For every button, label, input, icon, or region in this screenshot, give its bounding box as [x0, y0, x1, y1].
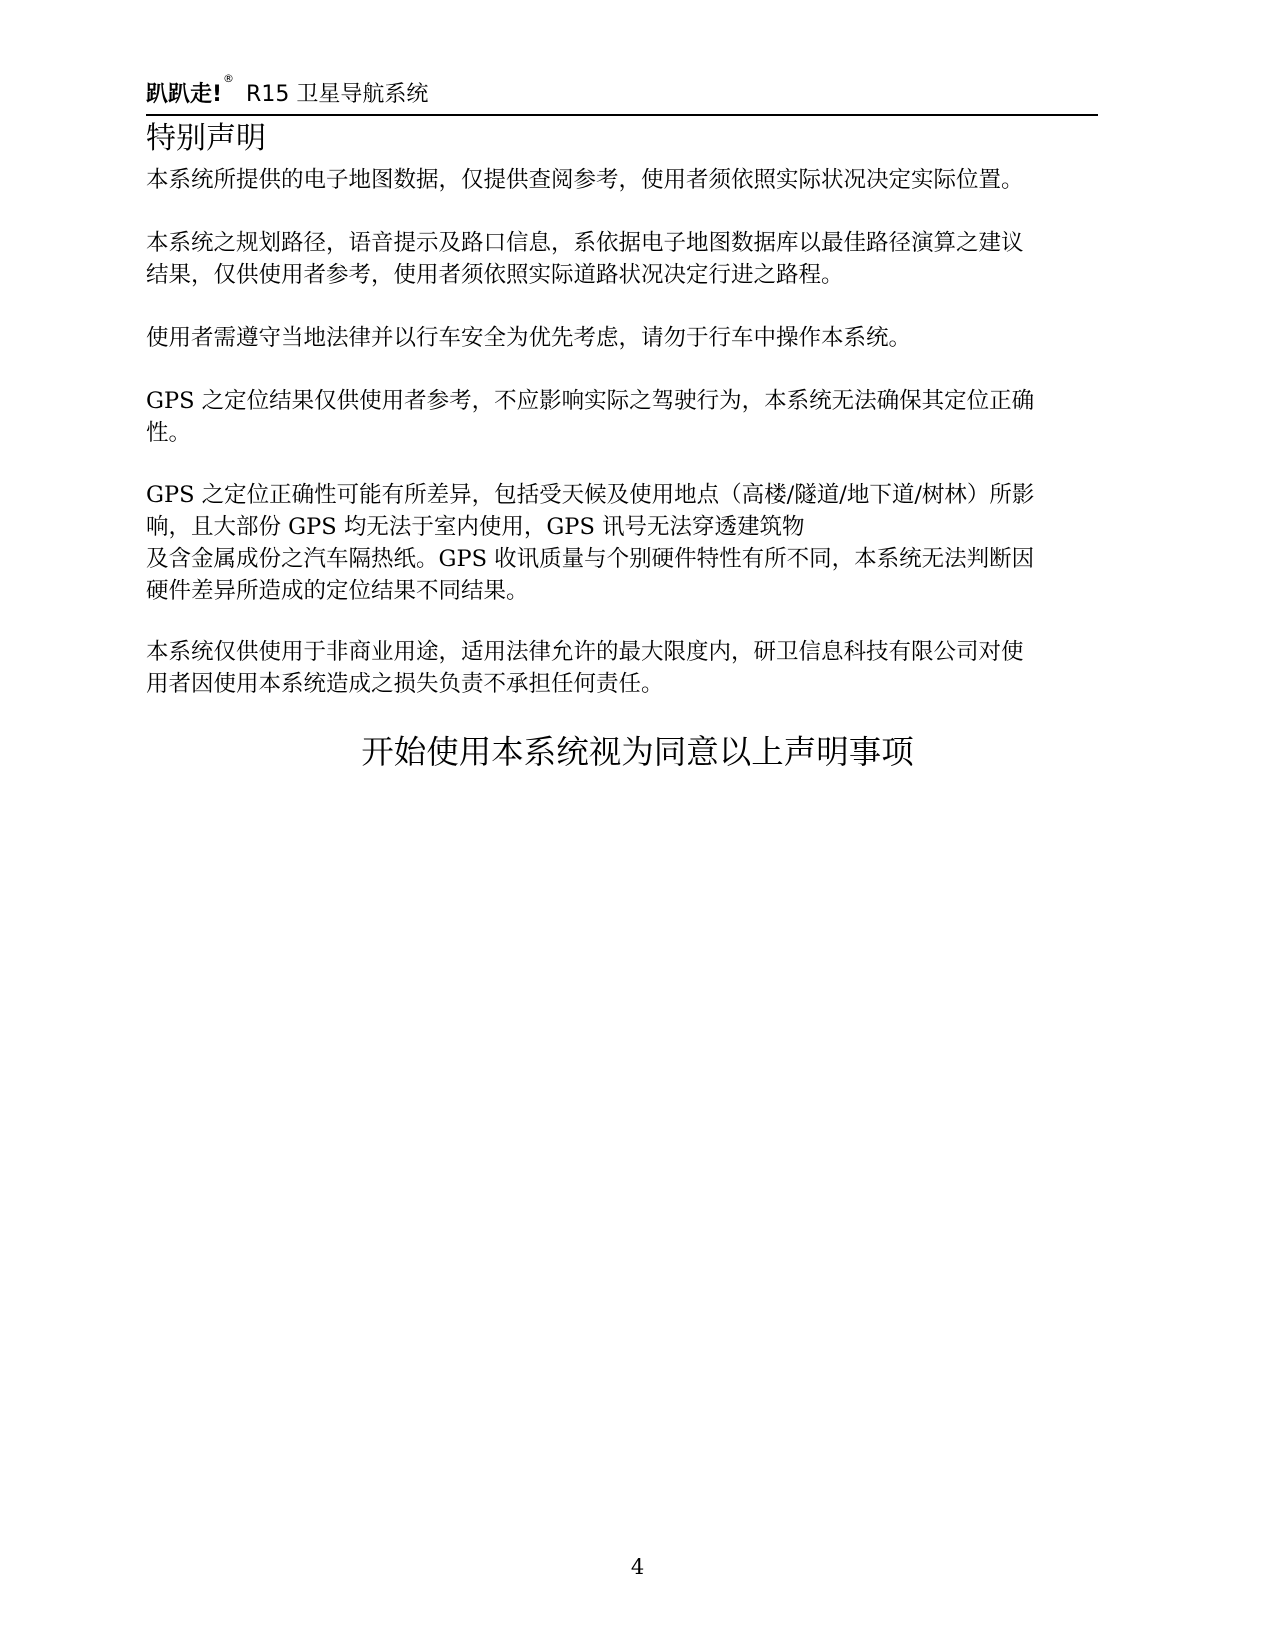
paragraph-line: 用者因使用本系统造成之损失负责不承担任何责任。 — [146, 671, 664, 697]
page-number: 4 — [630, 1555, 645, 1579]
paragraph-line: 本系统之规划路径，语音提示及路口信息，系依据电子地图数据库以最佳路径演算之建议 — [146, 230, 1024, 256]
page-header — [146, 72, 1098, 116]
paragraph-line: 硬件差异所造成的定位结果不同结果。 — [146, 578, 529, 604]
paragraph-line: GPS 之定位正确性可能有所差异，包括受天候及使用地点（高楼/隧道/地下道/树林）所影 — [146, 482, 1035, 508]
paragraph-line: 响，且大部份 GPS 均无法于室内使用，GPS 讯号无法穿透建筑物 — [146, 514, 805, 540]
section-title: 特别声明 — [146, 121, 266, 156]
closing-statement: 开始使用本系统视为同意以上声明事项 — [361, 733, 914, 771]
brand-name: 趴趴走! — [146, 82, 223, 107]
paragraph-route-planning — [146, 227, 1122, 291]
paragraph-line: 使用者需遵守当地法律并以行车安全为优先考虑，请勿于行车中操作本系统。 — [146, 325, 912, 351]
paragraph-liability — [146, 636, 1122, 700]
paragraph-line: 结果，仅供使用者参考，使用者须依照实际道路状况决定行进之路程。 — [146, 262, 844, 288]
paragraph-gps-result — [146, 385, 1122, 449]
paragraph-line: 及含金属成份之汽车隔热纸。GPS 收讯质量与个别硬件特性有所不同，本系统无法判断因 — [146, 546, 1035, 572]
paragraph-traffic-safety — [146, 322, 1122, 354]
product-model: R15 卫星导航系统 — [246, 82, 429, 107]
registered-mark: ® — [223, 72, 235, 85]
paragraph-line: 本系统仅供使用于非商业用途，适用法律允许的最大限度内，研卫信息科技有限公司对使 — [146, 639, 1024, 665]
paragraph-line: GPS 之定位结果仅供使用者参考，不应影响实际之驾驶行为，本系统无法确保其定位正确 — [146, 388, 1035, 414]
paragraph-line: 本系统所提供的电子地图数据，仅提供查阅参考，使用者须依照实际状况决定实际位置。 — [146, 167, 1024, 193]
paragraph-line: 性。 — [146, 420, 192, 446]
paragraph-gps-accuracy — [146, 479, 1122, 607]
paragraph-map-data — [146, 164, 1122, 196]
